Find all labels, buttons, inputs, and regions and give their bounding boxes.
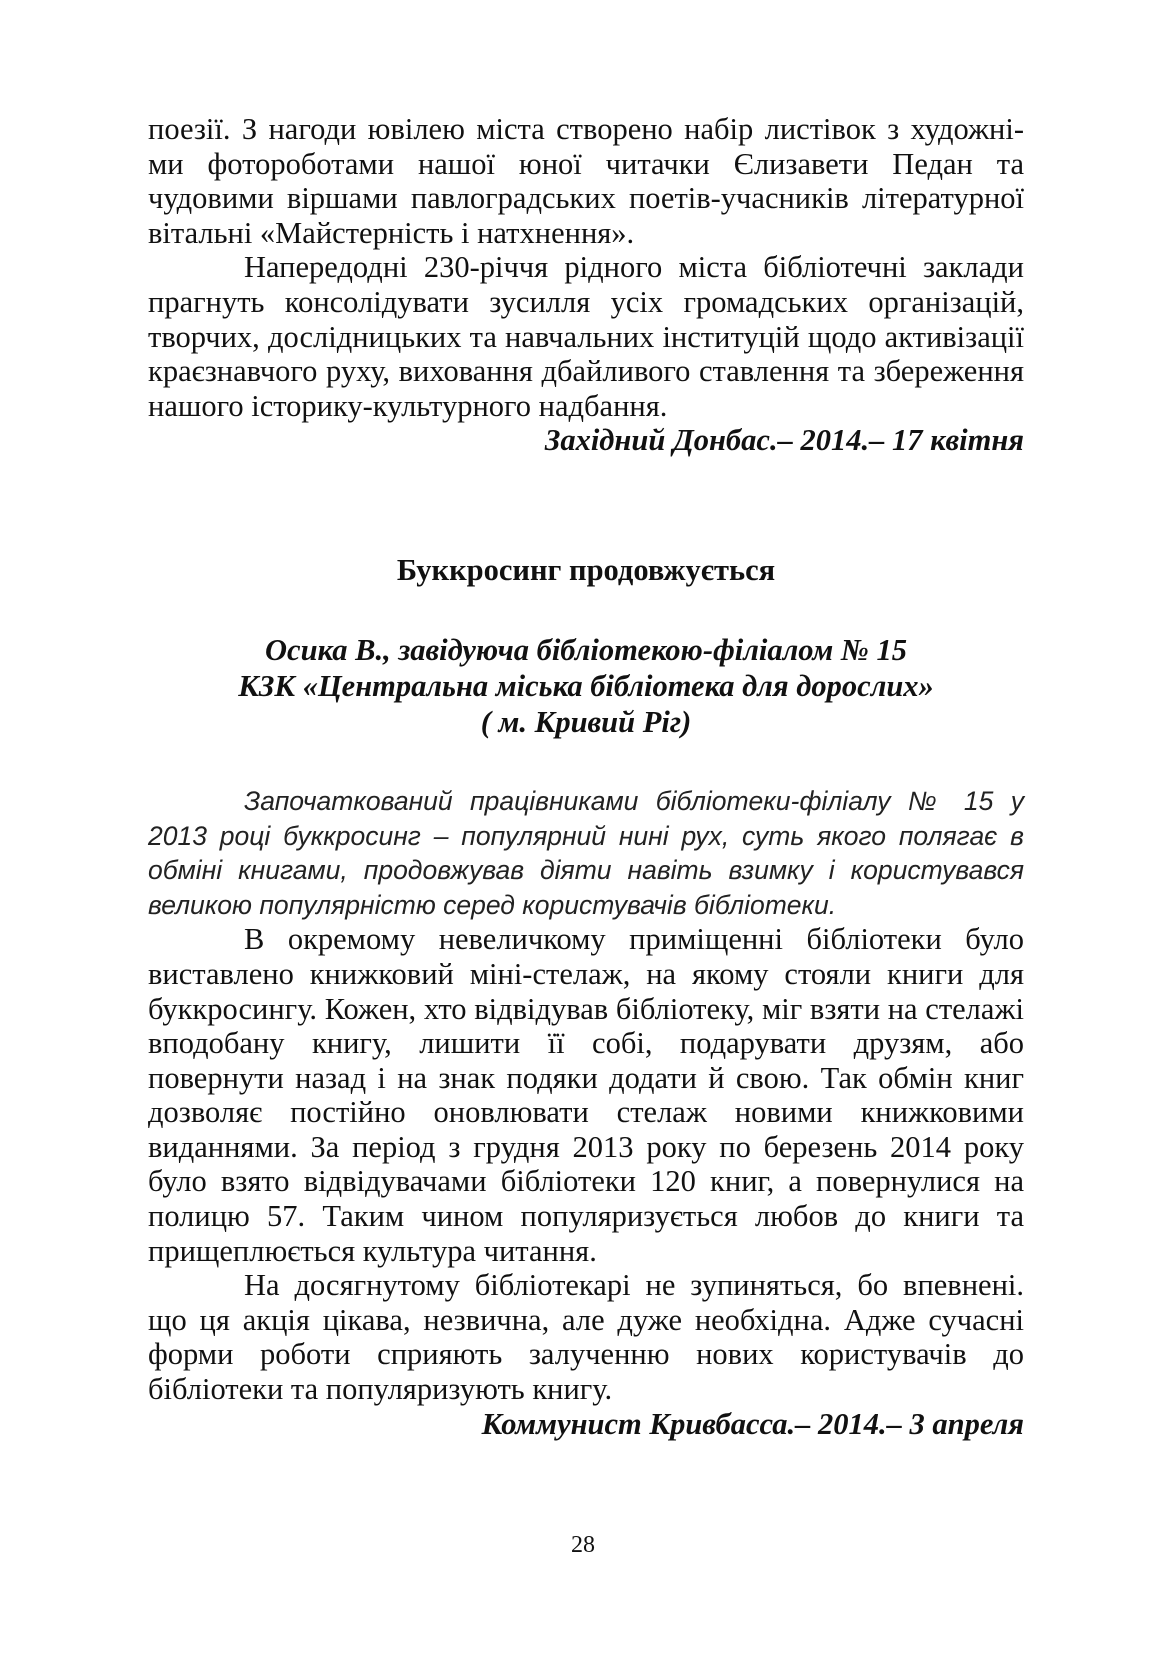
article1-paragraph-1: поезії. З нагоди ювілею міста створено набір листівок з художні-ми фотороботами нашої юної читачки Єлизавети Педан та чудовими віршами павлоградських поетів-учасників літературної вітальні «Майстерність і натхнення». [148,112,1024,250]
article2-title: Буккросинг продовжується [396,552,776,587]
article1-paragraph-2: Напередодні 230-річчя рідного міста бібліотечні заклади прагнуть консолідувати зусилля усіх громадських організацій, творчих, дослідницьких та навчальних інституцій щодо активізації краєзнавчого руху, виховання дбайливого ставлення та збереження нашого історику-культурного надбання. [148,250,1024,423]
author-line-1: Осика В., завідуюча бібліотекою-філіалом № 15 [265,632,907,667]
article2-source: Коммунист Кривбасса.– 2014.– 3 апреля [481,1406,1024,1441]
author-line-2: КЗК «Центральна міська бібліотека для дорослих» [238,668,934,703]
page-number: 28 [571,1532,595,1558]
article2-paragraph-2: На досягнутому бібліотекарі не зупиняться, бо впевнені. що ця акція цікава, незвична, але дуже необхідна. Адже сучасні форми роботи сприяють залученню нових користувачів до бібліотеки та популяризують книгу. [148,1268,1024,1407]
article1-source: Західний Донбас.– 2014.– 17 квітня [544,423,1024,458]
page-content [148,112,1024,1441]
article2-author-block [148,632,1024,740]
article2-paragraph-1: В окремому невеличкому приміщенні бібліотеки було виставлено книжковий міні-стелаж, на якому стояли книги для буккросингу. Кожен, хто відвідував бібліотеку, міг взяти на стелажі вподобану книгу, лишити її собі, подарувати друзям, або повернути назад і на знак подяки додати й свою. Так обмін книг дозволяє постійно оновлювати стелаж новими книжковими виданнями. За період з грудня 2013 року по березень 2014 року було взято відвідувачами бібліотеки 120 книг, а повернулися на полицю 57. Таким чином популяризується любов до книги та прищеплюється культура читання. [148,922,1024,1268]
author-line-3: ( м. Кривий Ріг) [480,704,692,739]
article2-lead: Започаткований працівниками бібліотеки-філіалу № 15 у 2013 році буккросинг – популярний нині рух, суть якого полягає в обміні книгами, продовжував діяти навіть взимку і користувався великою популярністю серед користувачів бібліотеки. [148,785,1024,920]
